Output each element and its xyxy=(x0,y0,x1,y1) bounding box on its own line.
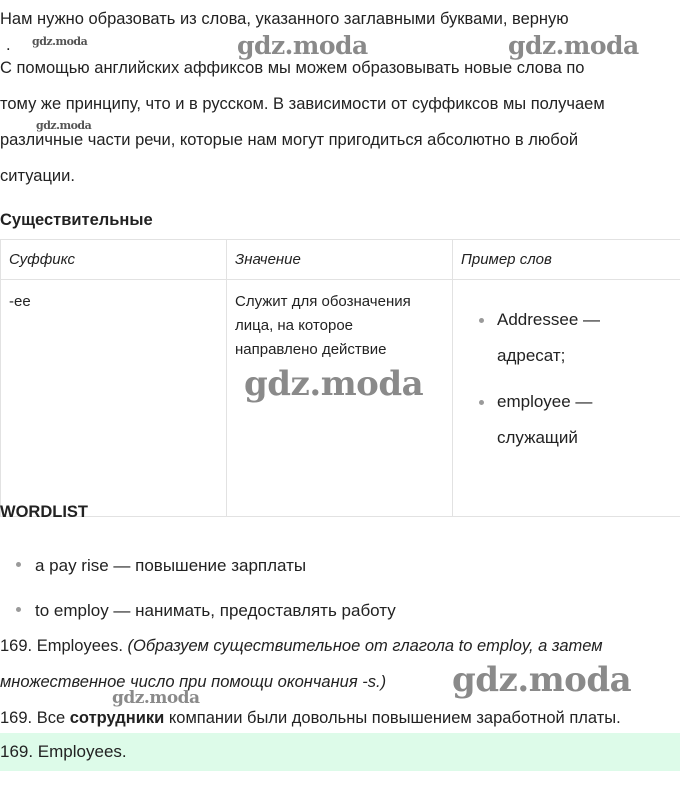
watermark-bottom-right: gdz.moda xyxy=(452,660,632,700)
example-item-employee xyxy=(497,384,672,456)
nouns-heading: Существительные xyxy=(0,211,153,229)
intro-line-4: тому же принципу, что и в русском. В зависимости от суффиксов мы получаем xyxy=(0,95,605,113)
watermark-bottom-left: gdz.moda xyxy=(112,688,200,708)
cell-examples xyxy=(453,280,680,517)
sentence-prefix: 169. Все xyxy=(0,709,66,727)
watermark-small-2: gdz.moda xyxy=(36,119,92,132)
explanation-number: 169. Employees. xyxy=(0,637,123,655)
intro-line-2: . xyxy=(6,36,11,54)
answer-text: 169. Employees. xyxy=(0,742,127,761)
watermark-top-center: gdz.moda xyxy=(237,31,368,60)
wordlist-item-2-text: to employ — нанимать, предоставлять работу xyxy=(35,601,396,620)
intro-line-3: С помощью английских аффиксов мы можем образовывать новые слова по xyxy=(0,59,585,77)
explanation-italic-1: (Образуем существительное от глагола to employ, а затем xyxy=(127,637,603,655)
wordlist-title: WORDLIST xyxy=(0,503,88,521)
cell-suffix xyxy=(1,280,227,517)
table-header-meaning: Значение xyxy=(227,240,453,280)
example-item-addressee xyxy=(497,302,672,374)
table-header-suffix: Суффикс xyxy=(1,240,227,280)
meaning-line-2: лица, на которое xyxy=(235,317,354,334)
bullet-icon xyxy=(16,562,21,567)
intro-line-6: ситуации. xyxy=(0,167,75,185)
example-1-translation: адресат; xyxy=(497,346,566,365)
wordlist-item xyxy=(16,601,396,621)
example-2-word: employee — xyxy=(497,392,593,411)
table-header-examples: Пример слов xyxy=(453,240,680,280)
examples-list xyxy=(461,302,672,456)
example-1-word: Addressee — xyxy=(497,310,600,329)
wordlist-item xyxy=(16,556,306,576)
watermark-small-1: gdz.moda xyxy=(32,35,88,48)
intro-line-1: Нам нужно образовать из слова, указанного заглавными буквами, верную xyxy=(0,10,569,28)
sentence-bold-word: сотрудники xyxy=(69,709,165,727)
watermark-table: gdz.moda xyxy=(244,364,424,404)
intro-line-5: различные части речи, которые нам могут пригодиться абсолютно в любой xyxy=(0,131,579,149)
bullet-icon xyxy=(16,607,21,612)
suffix-value: -ee xyxy=(9,293,31,310)
watermark-top-right: gdz.moda xyxy=(508,31,639,60)
explanation-line-2: множественное число при помощи окончания -s.) xyxy=(0,673,387,691)
answer-box xyxy=(0,733,680,771)
wordlist-item-1-text: a pay rise — повышение зарплаты xyxy=(35,556,307,575)
meaning-line-1: Служит для обозначения xyxy=(235,293,411,310)
example-2-translation: служащий xyxy=(497,428,578,447)
sentence-suffix: компании были довольны повышением заработной платы. xyxy=(168,709,621,727)
explanation-line-1 xyxy=(0,636,603,656)
meaning-line-3: направлено действие xyxy=(235,341,387,358)
table-header-row xyxy=(1,240,680,280)
sentence-line xyxy=(0,708,621,728)
